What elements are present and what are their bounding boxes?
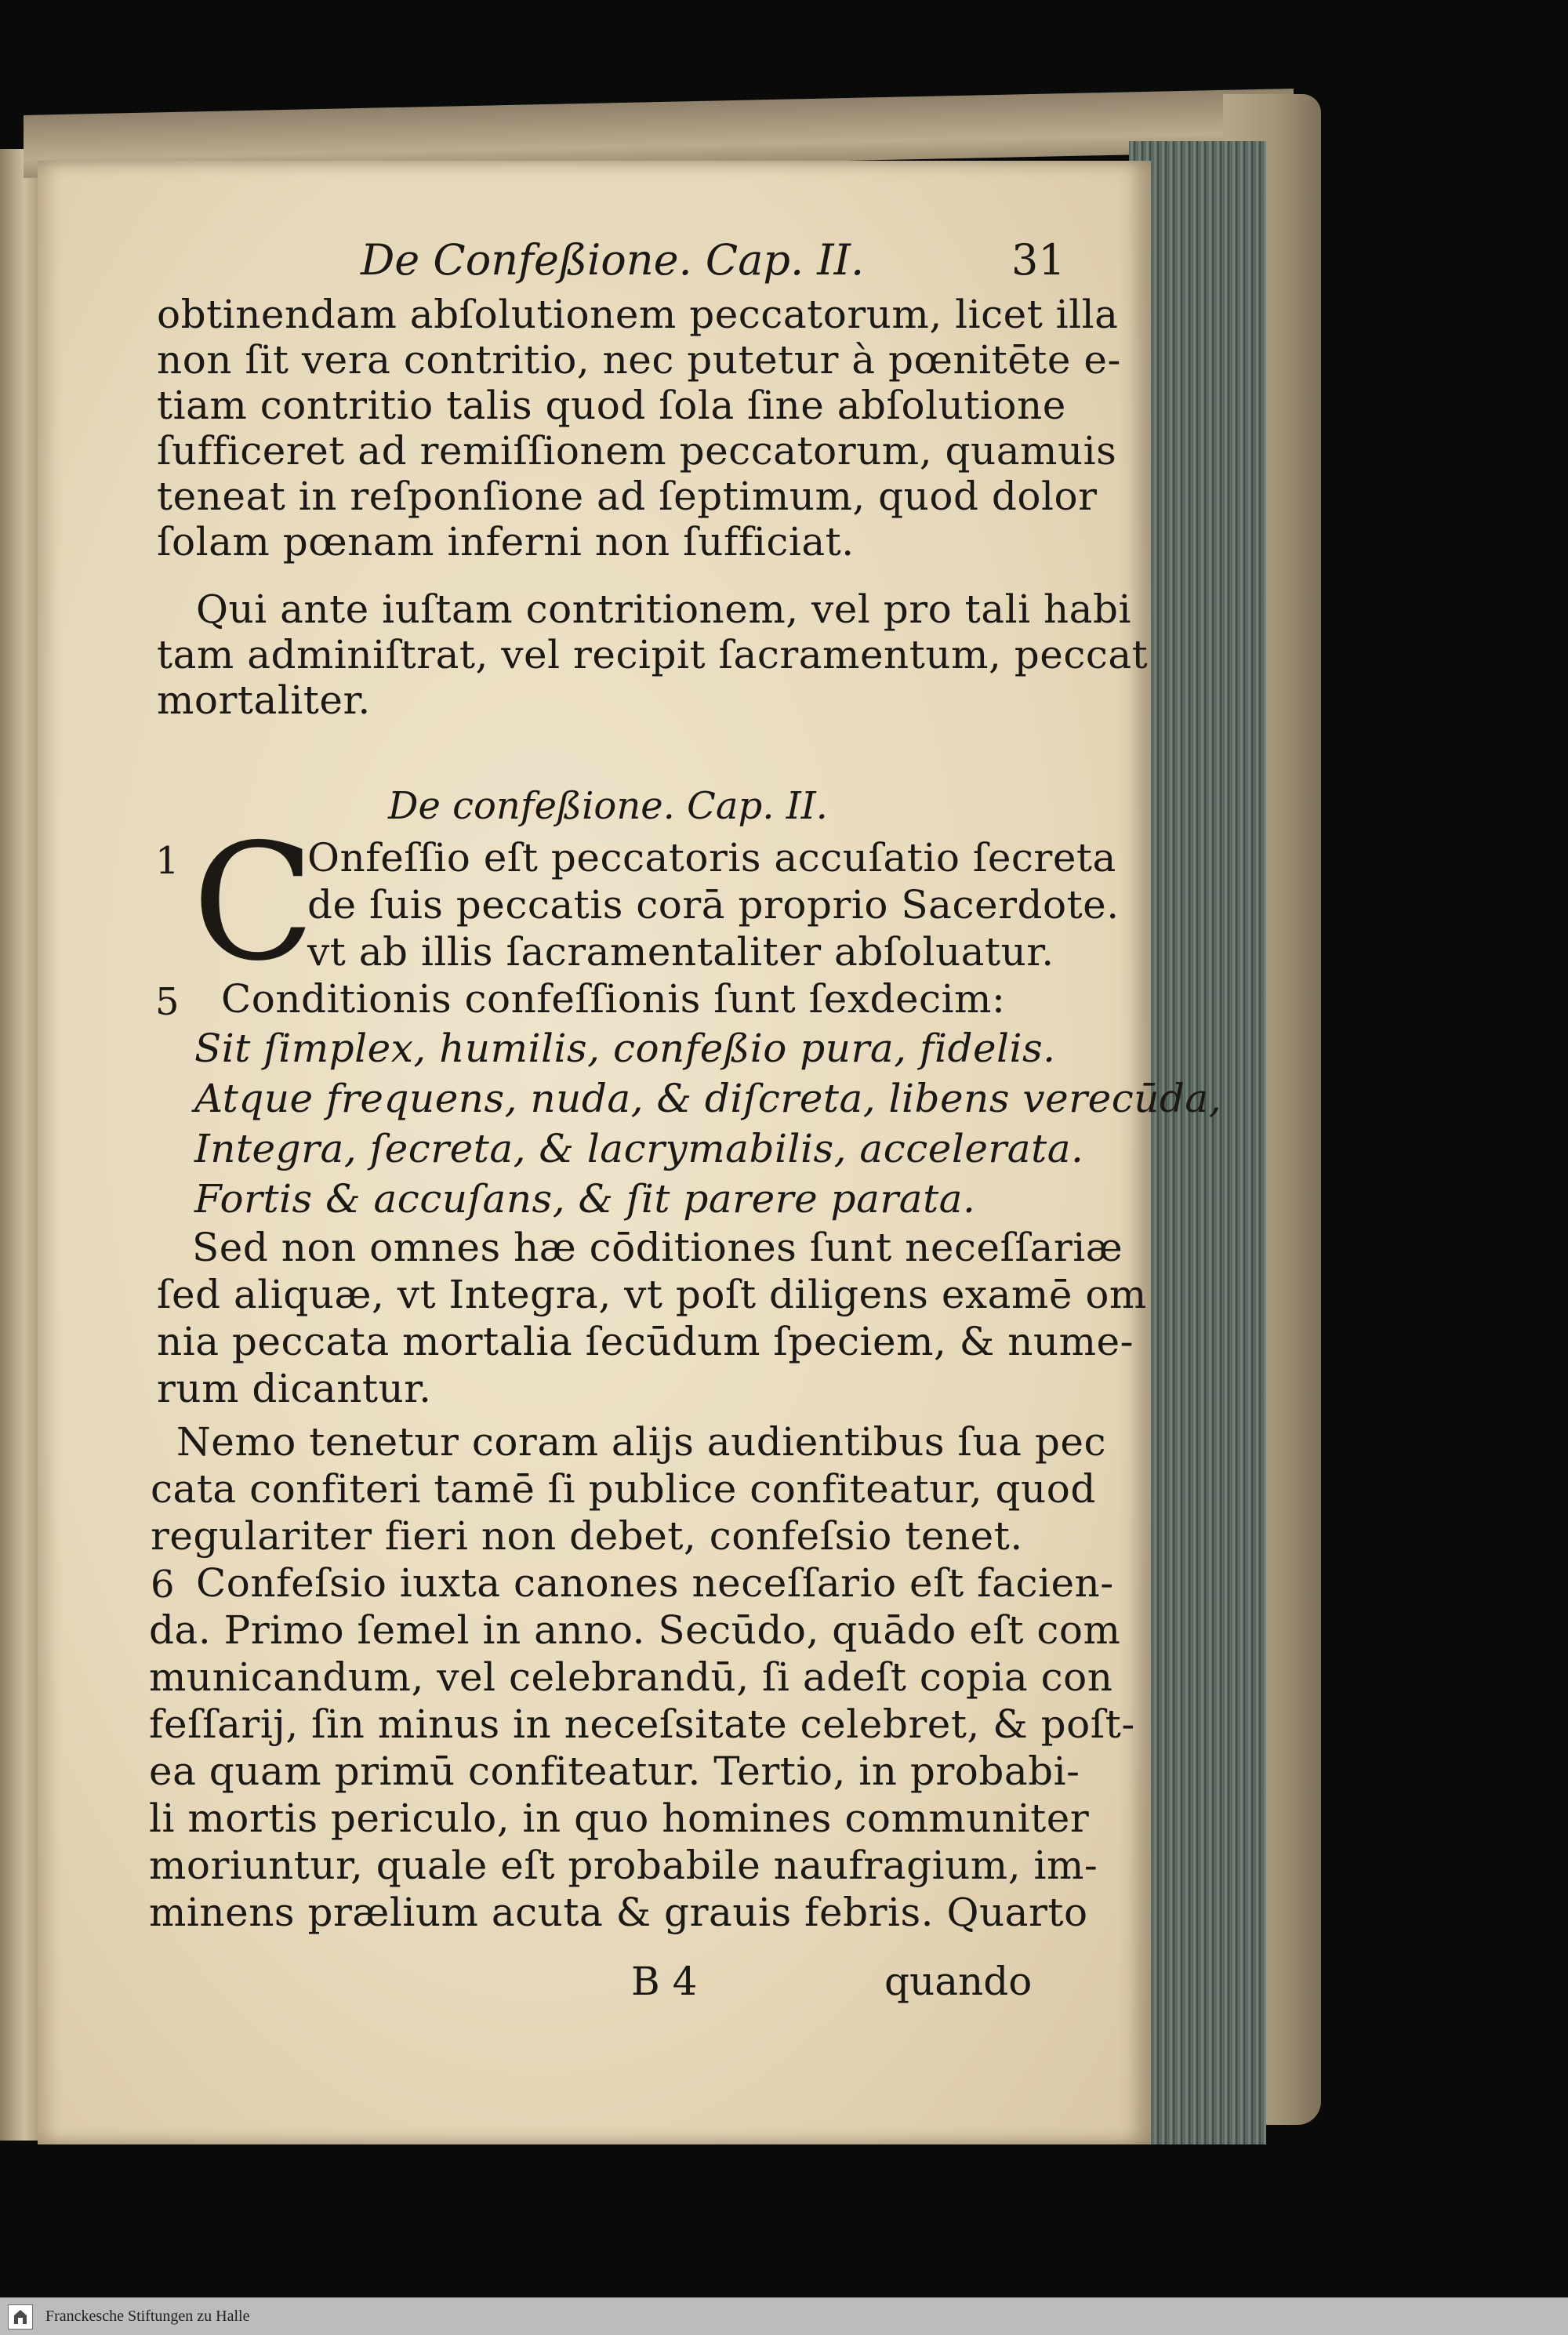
signature-mark: B 4 [631, 1959, 698, 2004]
text-line: ea quam primū confiteatur. Tertio, in probabi- [149, 1749, 1080, 1794]
catchword: quando [884, 1959, 1033, 2004]
footer-bar [0, 2297, 1568, 2335]
text-line: tiam contritio talis quod ſola ſine abſolutione [157, 383, 1066, 428]
text-line: Sed non omnes hæ cōditiones ſunt neceſſariæ [192, 1225, 1123, 1270]
text-line: li mortis periculo, in quo homines communiter [149, 1796, 1090, 1841]
text-line: rum dicantur. [157, 1366, 432, 1411]
text-line: tam adminiſtrat, vel recipit ſacramentum, peccat [157, 632, 1149, 677]
text-line: ſufficeret ad remiſſionem peccatorum, quamuis [157, 428, 1117, 474]
text-line: Confeſsio iuxta canones neceſſario eſt facien- [196, 1560, 1114, 1606]
section-title: De confeßione. Cap. II. [388, 784, 828, 828]
running-header: De Confeßione. Cap. II. [361, 235, 865, 285]
text-line: municandum, vel celebrandū, ſi adeſt copia con [149, 1654, 1113, 1700]
text-line: Qui ante iuſtam contritionem, vel pro tali habi [196, 586, 1131, 632]
margin-number: 6 [151, 1563, 175, 1607]
conditions-heading: Conditionis confeſſionis ſunt ſexdecim: [221, 976, 1006, 1022]
text-line: regulariter fieri non debet, confeſsio tenet. [151, 1513, 1023, 1559]
left-page-edge [0, 149, 41, 2141]
drop-cap: C [192, 810, 315, 997]
text-line: de ſuis peccatis corā proprio Sacerdote. [307, 882, 1120, 928]
text-line: non ſit vera contritio, nec putetur à pœnitēte e- [157, 337, 1121, 383]
text-line: ſolam pœnam inferni non ſufficiat. [157, 519, 855, 565]
verse-line: Integra, ſecreta, & lacrymabilis, accelerata. [194, 1126, 1084, 1171]
verse-line: Sit ſimplex, humilis, confeßio pura, fidelis. [194, 1026, 1056, 1071]
margin-number: 5 [155, 980, 180, 1024]
text-line: cata confiteri tamē ſi publice confiteatur, quod [151, 1466, 1096, 1512]
text-line: teneat in reſponſione ad ſeptimum, quod dolor [157, 474, 1098, 519]
text-line: nia peccata mortalia ſecūdum ſpeciem, & nume- [157, 1319, 1134, 1364]
verse-line: Fortis & accuſans, & ſit parere parata. [194, 1176, 976, 1222]
text-line: feſſarij, ſin minus in neceſsitate celebret, & poſt- [149, 1701, 1135, 1747]
text-line: da. Primo ſemel in anno. Secūdo, quādo eſt com [149, 1607, 1121, 1653]
text-line: moriuntur, quale eſt probabile naufragium, im- [149, 1843, 1098, 1888]
verse-line: Atque frequens, nuda, & diſcreta, libens verecūda, [194, 1076, 1222, 1121]
text-line: Onfeſſio eſt peccatoris accuſatio ſecreta [307, 835, 1116, 881]
institution-logo-icon [8, 2304, 33, 2330]
institution-credit[interactable]: Franckesche Stiftungen zu Halle [45, 2308, 250, 2325]
margin-number: 1 [155, 839, 180, 883]
text-line: ſed aliquæ, vt Integra, vt poſt diligens examē om [157, 1272, 1147, 1317]
text-line: obtinendam abſolutionem peccatorum, licet illa [157, 292, 1119, 337]
text-line: Nemo tenetur coram alijs audientibus ſua pec [176, 1419, 1106, 1465]
text-line: mortaliter. [157, 677, 371, 723]
text-line: vt ab illis ſacramentaliter abſoluatur. [307, 929, 1054, 975]
page-number: 31 [1011, 235, 1065, 285]
text-line: minens prælium acuta & grauis febris. Quarto [149, 1890, 1088, 1935]
